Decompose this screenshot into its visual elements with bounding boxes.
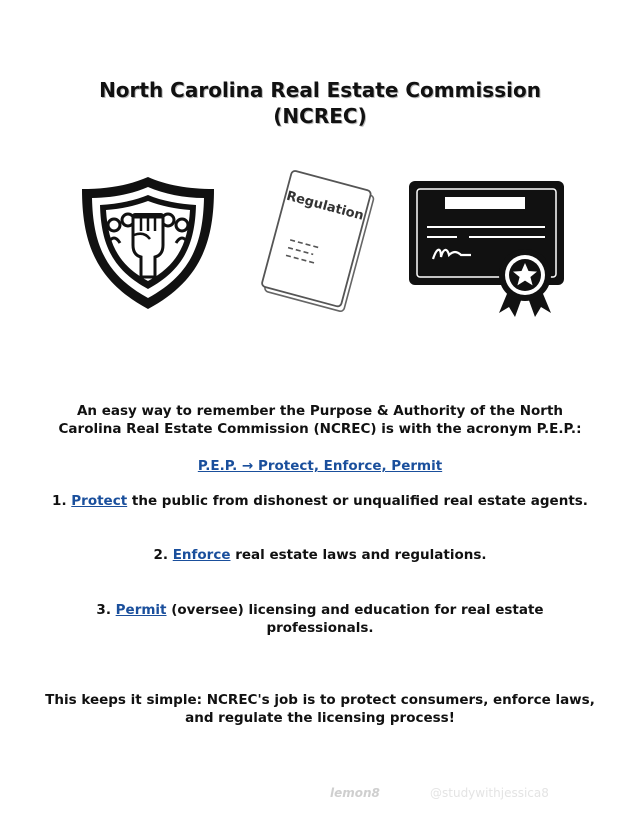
acronym-line xyxy=(40,457,600,475)
item-number: 3. xyxy=(96,602,111,618)
summary-line-2: and regulate the licensing process! xyxy=(185,710,455,726)
intro-paragraph xyxy=(40,402,600,438)
summary-line-1: This keeps it simple: NCREC's job is to protect consumers, enforce laws, xyxy=(45,692,595,708)
list-item-protect xyxy=(40,492,600,510)
item-text: (oversee) licensing and education for real estate xyxy=(171,602,544,618)
raised-fist-shield-icon xyxy=(78,173,218,313)
document-label: Regulation xyxy=(284,188,366,224)
permit-link[interactable]: Permit xyxy=(115,602,167,618)
item-text: real estate laws and regulations. xyxy=(235,547,487,563)
page-title xyxy=(0,77,640,129)
acronym-link[interactable]: P.E.P. → Protect, Enforce, Permit xyxy=(197,458,443,474)
regulation-document-icon xyxy=(250,169,385,319)
list-item-enforce xyxy=(40,546,600,564)
certificate-ribbon-icon xyxy=(405,177,570,322)
title-line-1: North Carolina Real Estate Commission xyxy=(99,78,541,102)
summary-paragraph xyxy=(40,691,600,727)
icon-row xyxy=(0,165,640,325)
intro-line-1: An easy way to remember the Purpose & Authority of the North xyxy=(76,403,564,419)
item-number: 1. xyxy=(52,493,67,509)
item-number: 2. xyxy=(153,547,168,563)
list-item-permit xyxy=(40,601,600,637)
intro-line-2: Carolina Real Estate Commission (NCREC) is with the acronym P.E.P.: xyxy=(58,421,582,437)
lemon8-watermark: lemon8 xyxy=(330,786,380,800)
user-watermark: @studywithjessica8 xyxy=(430,786,549,800)
item-text: the public from dishonest or unqualified real estate agents. xyxy=(131,493,588,509)
protect-link[interactable]: Protect xyxy=(71,493,128,509)
title-line-2: (NCREC) xyxy=(273,104,367,128)
enforce-link[interactable]: Enforce xyxy=(172,547,231,563)
item-text-continued: professionals. xyxy=(266,620,374,636)
